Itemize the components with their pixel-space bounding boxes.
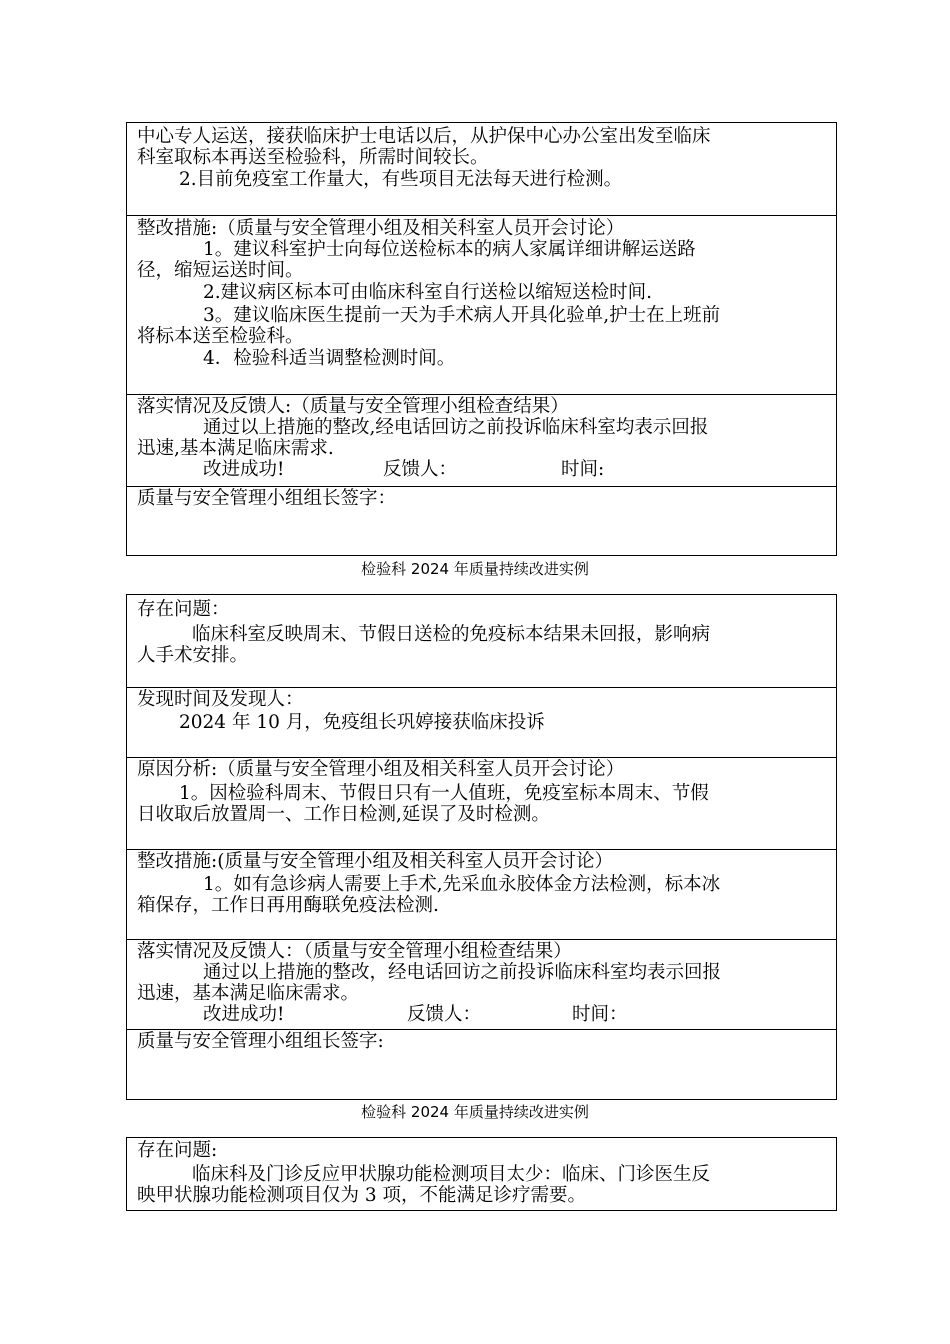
text-line: 径，缩短运送时间。 — [137, 260, 304, 281]
cell-header: 质量与安全管理小组组长签字: — [137, 1031, 384, 1052]
result-line — [137, 1004, 828, 1025]
measures-cell — [127, 215, 836, 394]
text-line: 人手术安排。 — [137, 645, 249, 666]
discovery-cell — [127, 687, 836, 757]
text-line: 日收取后放置周一、工作日检测,延误了及时检测。 — [137, 804, 550, 825]
signature-cell — [127, 486, 836, 556]
text-line: 箱保存，工作日再用酶联免疫法检测. — [137, 895, 439, 916]
section-caption: 检验科 2024 年质量持续改进实例 — [361, 1103, 589, 1121]
text-line: 迅速，基本满足临床需求。 — [137, 983, 360, 1004]
text-line: 通过以上措施的整改，经电话回访之前投诉临床科室均表示回报 — [203, 962, 722, 983]
text-line: 通过以上措施的整改,经电话回访之前投诉临床科室均表示回报 — [203, 417, 709, 438]
cell-header: 质量与安全管理小组组长签字： — [137, 488, 397, 509]
feedback-person-label: 反馈人： — [407, 1004, 482, 1025]
text-line: 1。建议科室护士向每位送检标本的病人家属详细讲解运送路 — [203, 239, 696, 260]
improvement-table-3 — [126, 1137, 837, 1211]
improvement-table-1 — [126, 122, 837, 556]
text-line: 1。因检验科周末、节假日只有一人值班，免疫室标本周末、节假 — [179, 783, 709, 804]
cause-analysis-cell — [127, 757, 836, 849]
success-label: 改进成功! — [203, 459, 285, 480]
problem-cell — [127, 595, 836, 687]
cell-header: 整改措施:(质量与安全管理小组及相关科室人员开会讨论） — [137, 851, 613, 872]
cell-header: 发现时间及发现人： — [137, 689, 304, 710]
text-line: 3。建议临床医生提前一天为手术病人开具化验单,护士在上班前 — [203, 305, 721, 326]
feedback-cell — [127, 394, 836, 486]
text-line: 临床科及门诊反应甲状腺功能检测项目太少：临床、门诊医生反 — [192, 1164, 711, 1185]
result-line — [137, 459, 828, 480]
improvement-table-2 — [126, 594, 837, 1100]
text-line: 映甲状腺功能检测项目仅为 3 项，不能满足诊疗需要。 — [137, 1185, 587, 1206]
text-line: 科室取标本再送至检验科，所需时间较长。 — [137, 147, 489, 168]
time-label: 时间： — [572, 1004, 628, 1025]
cell-header: 存在问题： — [137, 599, 230, 620]
feedback-person-label: 反馈人： — [383, 459, 458, 480]
text-line: 2.建议病区标本可由临床科室自行送检以缩短送检时间. — [203, 282, 653, 303]
cell-header: 原因分析:（质量与安全管理小组及相关科室人员开会讨论） — [137, 759, 625, 780]
feedback-cell — [127, 939, 836, 1029]
cell-header: 整改措施:（质量与安全管理小组及相关科室人员开会讨论） — [137, 218, 625, 239]
text-line: 中心专人运送，接获临床护士电话以后，从护保中心办公室出发至临床 — [137, 126, 711, 147]
text-line: 4．检验科适当调整检测时间。 — [203, 348, 456, 369]
problem-cell — [127, 1138, 836, 1210]
success-label: 改进成功! — [203, 1004, 285, 1025]
cell-header: 落实情况及反馈人：（质量与安全管理小组检查结果） — [137, 941, 572, 962]
cell-header: 存在问题: — [137, 1140, 218, 1161]
text-line: 临床科室反映周末、节假日送检的免疫标本结果未回报，影响病 — [192, 624, 711, 645]
section-caption: 检验科 2024 年质量持续改进实例 — [361, 560, 589, 578]
text-line: 2.目前免疫室工作量大，有些项目无法每天进行检测。 — [179, 169, 623, 190]
signature-cell — [127, 1029, 836, 1100]
text-line: 迅速,基本满足临床需求. — [137, 438, 334, 459]
measures-cell — [127, 849, 836, 939]
cell-header: 落实情况及反馈人:（质量与安全管理小组检查结果） — [137, 396, 569, 417]
text-line: 将标本送至检验科。 — [137, 326, 304, 347]
text-line: 1。如有急诊病人需要上手术,先采血永胶体金方法检测，标本冰 — [203, 874, 721, 895]
time-label: 时间: — [561, 459, 605, 480]
problem-continuation-cell — [127, 123, 836, 215]
text-line: 2024 年 10 月，免疫组长巩婷接获临床投诉 — [179, 712, 545, 733]
